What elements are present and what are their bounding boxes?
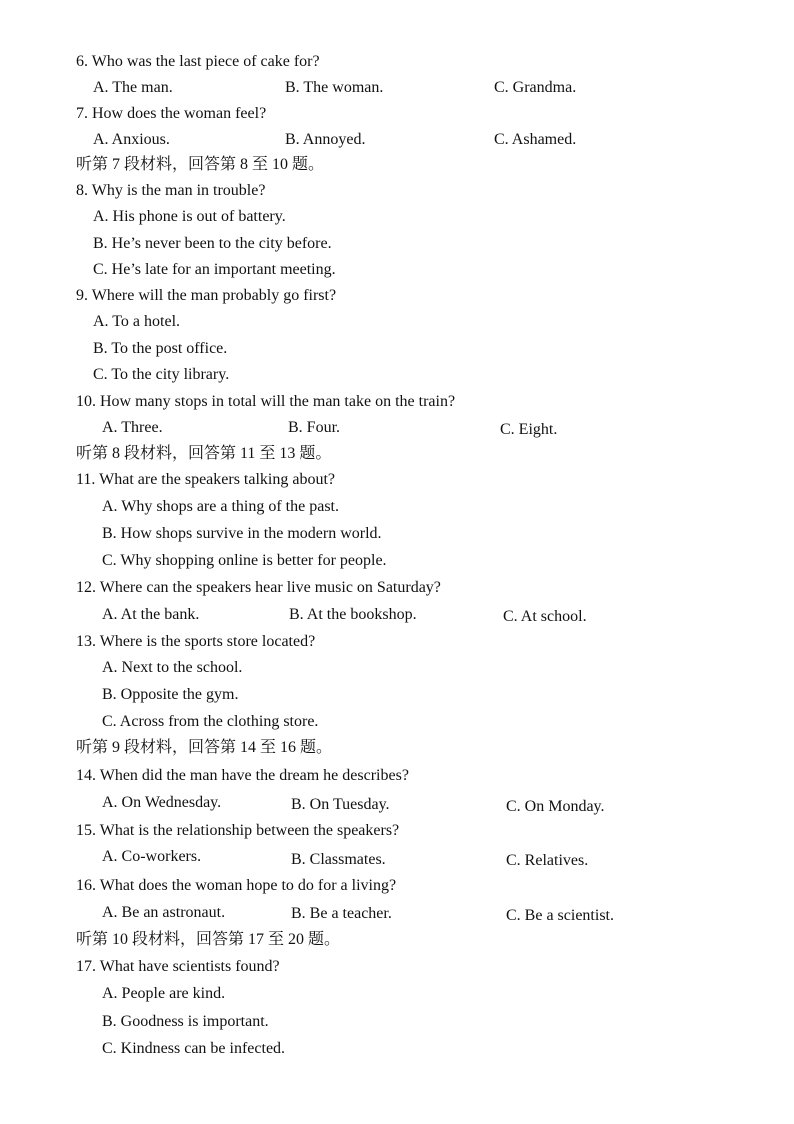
option-6c: C. Grandma. [494, 79, 577, 96]
option-16b: B. Be a teacher. [291, 905, 392, 922]
option-14c: C. On Monday. [506, 798, 605, 815]
option-10a: A. Three. [102, 419, 163, 436]
option-6b: B. The woman. [285, 79, 384, 96]
option-17b: B. Goodness is important. [102, 1013, 269, 1030]
option-14b: B. On Tuesday. [291, 796, 390, 813]
option-7b: B. Annoyed. [285, 131, 366, 148]
option-17a: A. People are kind. [102, 985, 226, 1002]
section-heading-8: 听第 8 段材料，回答第 11 至 13 题。 [76, 445, 332, 462]
option-8b: B. He’s never been to the city before. [93, 235, 332, 252]
question-12: 12. Where can the speakers hear live music on Saturday? [76, 579, 441, 596]
question-13: 13. Where is the sports store located? [76, 633, 316, 650]
question-11: 11. What are the speakers talking about? [76, 471, 336, 488]
option-14a: A. On Wednesday. [102, 794, 222, 811]
option-8c: C. He’s late for an important meeting. [93, 261, 336, 278]
option-10b: B. Four. [288, 419, 341, 436]
question-14: 14. When did the man have the dream he describes? [76, 767, 409, 784]
section-heading-7: 听第 7 段材料，回答第 8 至 10 题。 [76, 156, 325, 173]
question-7: 7. How does the woman feel? [76, 105, 267, 122]
question-6: 6. Who was the last piece of cake for? [76, 53, 320, 70]
option-13a: A. Next to the school. [102, 659, 243, 676]
option-9c: C. To the city library. [93, 366, 230, 383]
question-8: 8. Why is the man in trouble? [76, 182, 266, 199]
option-11b: B. How shops survive in the modern world. [102, 525, 382, 542]
option-16a: A. Be an astronaut. [102, 904, 226, 921]
question-9: 9. Where will the man probably go first? [76, 287, 337, 304]
option-13b: B. Opposite the gym. [102, 686, 239, 703]
question-17: 17. What have scientists found? [76, 958, 280, 975]
option-11a: A. Why shops are a thing of the past. [102, 498, 339, 515]
option-9a: A. To a hotel. [93, 313, 181, 330]
option-12a: A. At the bank. [102, 606, 200, 623]
question-16: 16. What does the woman hope to do for a living? [76, 877, 397, 894]
section-heading-10: 听第 10 段材料，回答第 17 至 20 题。 [76, 931, 341, 948]
option-8a: A. His phone is out of battery. [93, 208, 286, 225]
option-17c: C. Kindness can be infected. [102, 1040, 286, 1057]
option-9b: B. To the post office. [93, 340, 228, 357]
section-heading-9: 听第 9 段材料，回答第 14 至 16 题。 [76, 739, 333, 756]
option-7a: A. Anxious. [93, 131, 170, 148]
option-6a: A. The man. [93, 79, 173, 96]
option-10c: C. Eight. [500, 421, 558, 438]
option-13c: C. Across from the clothing store. [102, 713, 319, 730]
option-15a: A. Co-workers. [102, 848, 202, 865]
option-16c: C. Be a scientist. [506, 907, 614, 924]
question-10: 10. How many stops in total will the man take on the train? [76, 393, 456, 410]
option-12b: B. At the bookshop. [289, 606, 417, 623]
option-11c: C. Why shopping online is better for people. [102, 552, 387, 569]
option-7c: C. Ashamed. [494, 131, 577, 148]
question-15: 15. What is the relationship between the speakers? [76, 822, 400, 839]
option-12c: C. At school. [503, 608, 587, 625]
option-15c: C. Relatives. [506, 852, 589, 869]
option-15b: B. Classmates. [291, 851, 386, 868]
